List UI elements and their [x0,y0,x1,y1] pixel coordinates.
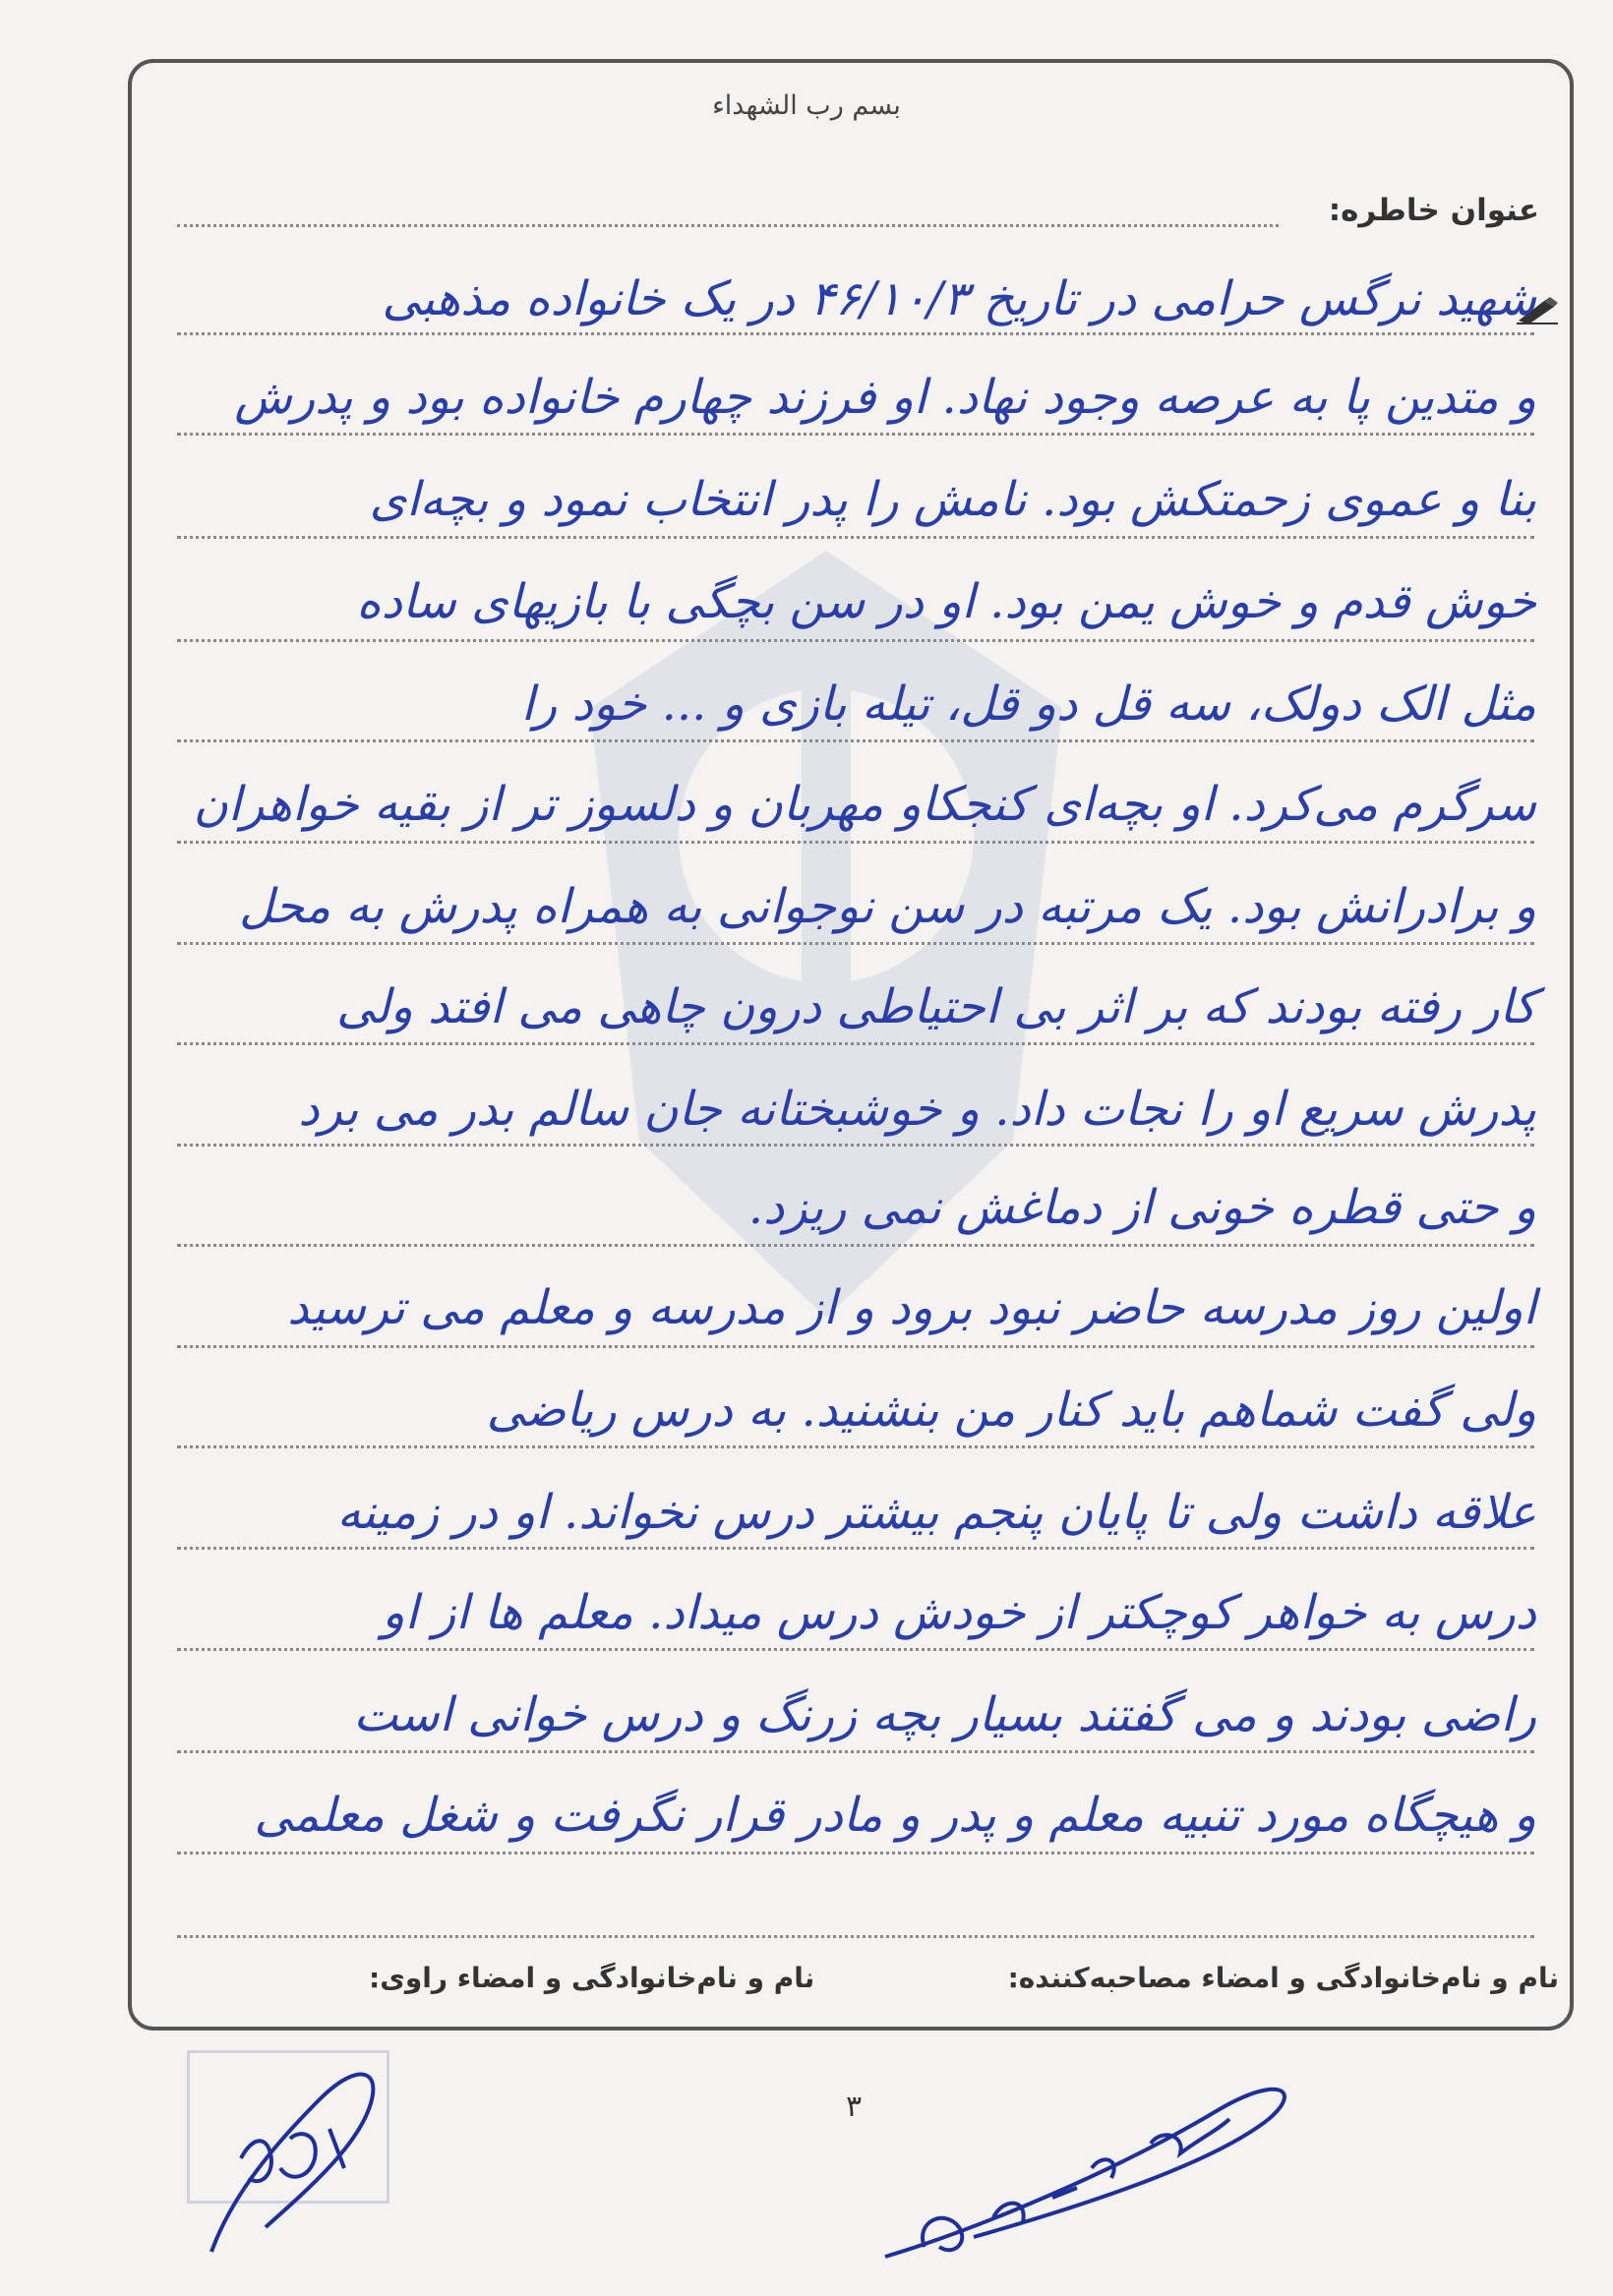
rule-line [177,942,1534,945]
handwritten-line: و حتی قطره خونی از دماغش نمی ریزد. [747,1180,1536,1235]
rule-line [177,1547,1534,1550]
handwritten-line: پدرش سریع او را نجات داد. و خوشبختانه جان سالم بدر می برد [298,1082,1536,1137]
rule-line [177,739,1534,742]
rule-line [177,1852,1534,1854]
handwritten-line: راضی بودند و می گفتند بسیار بچه زرنگ و درس خوانی است [353,1687,1536,1742]
rule-line [177,1750,1534,1753]
page-number: ۳ [846,2090,863,2124]
narrator-signature [172,2040,398,2276]
handwritten-line: کار رفته بودند که بر اثر بی احتیاطی درون چاهی می افتد ولی [335,979,1536,1034]
handwritten-line: و برادرانش بود. یک مرتبه در سن نوجوانی به همراه پدرش به محل [238,879,1536,934]
rule-line [177,1345,1534,1348]
handwritten-line: علاقه داشت ولی تا پایان پنجم بیشتر درس نخواند. او در زمینه [336,1485,1536,1540]
rule-line [177,1648,1534,1651]
rule-line [177,1935,1534,1938]
title-rule-line [177,224,1279,227]
memoir-title-label: عنوان خاطره: [1328,193,1539,228]
narrator-signature-label: نام و نام‌خانوادگی و امضاء راوی: [369,1962,815,1994]
handwritten-line: و متدین پا به عرصه وجود نهاد. او فرزند چهارم خانواده بود و پدرش [234,370,1536,425]
rule-line [177,332,1534,335]
rule-line [177,639,1534,642]
handwritten-line: سرگرم می‌کرد. او بچه‌ای کنجکاو مهربان و دلسوز تر از بقیه خواهران [193,777,1536,832]
handwritten-line: شهید نرگس حرامی در تاریخ ۴۶/۱۰/۳ در یک خانواده مذهبی [382,271,1536,326]
handwritten-line: اولین روز مدرسه حاضر نبود برود و از مدرسه و معلم می ترسید [287,1280,1536,1335]
rule-line [177,1244,1534,1247]
page-header-title: بسم رب الشهداء [712,90,901,121]
handwritten-line: درس به خواهر کوچکتر از خودش درس میداد. معلم ها از او [382,1585,1536,1640]
interviewer-signature [866,2050,1318,2281]
handwritten-line: بنا و عموی زحمتکش بود. نامش را پدر انتخاب نمود و بچه‌ای [369,472,1536,527]
rule-line [177,536,1534,539]
interviewer-signature-label: نام و نام‌خانوادگی و امضاء مصاحبه‌کننده: [1007,1962,1559,1994]
rule-line [177,1144,1534,1147]
rule-line [177,1042,1534,1045]
handwritten-line: مثل الک دولک، سه قل دو قل، تیله بازی و ... خود را [520,677,1536,732]
rule-line [177,433,1534,436]
rule-line [177,841,1534,844]
handwritten-line: ولی گفت شماهم باید کنار من بنشنید. به درس ریاضی [486,1383,1536,1438]
rule-line [177,1445,1534,1448]
handwritten-line: و هیچگاه مورد تنبیه معلم و پدر و مادر قرار نگرفت و شغل معلمی [254,1788,1536,1843]
handwritten-line: خوش قدم و خوش یمن بود. او در سن بچگی با بازیهای ساده [356,574,1536,629]
